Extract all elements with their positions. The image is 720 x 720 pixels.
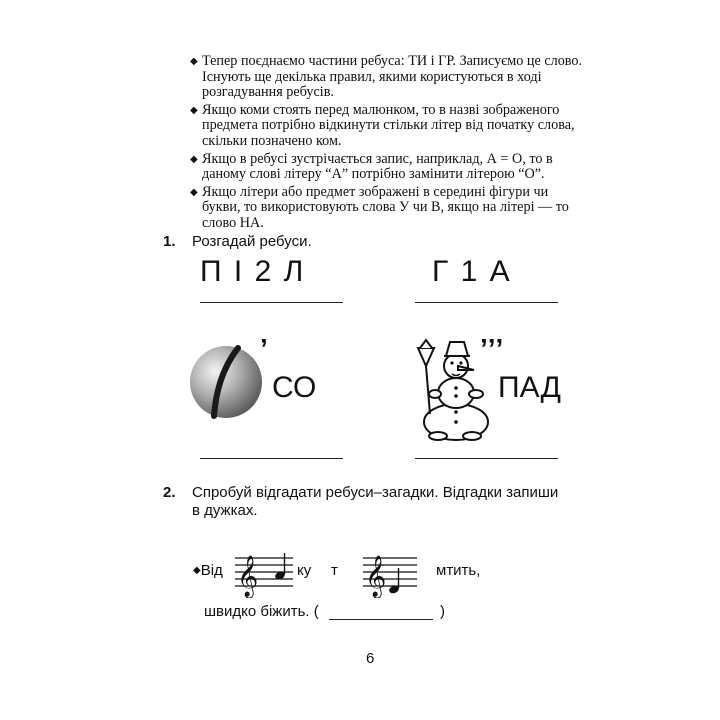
task1-number: 1. — [163, 233, 176, 250]
rule-item — [190, 152, 590, 183]
page-number: 6 — [366, 650, 375, 667]
puzzle-3-letters: СО — [272, 371, 317, 404]
svg-text:𝄞: 𝄞 — [365, 556, 387, 597]
task2-number: 2. — [163, 484, 176, 501]
task1-text: Розгадай ребуси. — [192, 233, 312, 250]
task2-text-line1: Спробуй відгадати ребуси–загадки. Відгадки запиши — [192, 484, 559, 501]
rule-text: Тепер поєднаємо частини ребуса: ТИ і ГР. Записуємо це слово. Існують ще декілька правил, якими користуються в ході розгадування ребусів. — [202, 53, 583, 101]
riddle-word-2: ку — [297, 562, 312, 579]
task2-text-line2: в дужках. — [192, 502, 258, 519]
puzzle-4-commas: ’’’ — [480, 333, 505, 364]
rules-list — [190, 54, 590, 234]
riddle-line2-end: ) — [440, 603, 445, 620]
rule-item — [190, 103, 590, 150]
diamond-bullet-icon: ◆ — [190, 153, 198, 165]
diamond-bullet-icon: ◆ — [190, 104, 198, 116]
svg-text:𝄞: 𝄞 — [237, 556, 259, 597]
puzzle-4-letters: ПАД — [498, 371, 561, 404]
riddle-bullet-word-1 — [193, 562, 223, 579]
rule-text: Якщо коми стоять перед малюнком, то в назві зображеного предмета потрібно відкинути стільки літер від початку слова, скільки позначено ком. — [202, 101, 575, 149]
rule-item — [190, 185, 590, 232]
rule-text: Якщо в ребусі зустрічається запис, наприклад, А = О, то в даному слові літеру “А” потрібно замінити літерою “О”. — [202, 150, 553, 183]
treble-clef-note-d-icon — [361, 548, 419, 598]
diamond-bullet-icon: ◆ — [190, 186, 198, 198]
answer-line-2[interactable] — [415, 302, 558, 303]
riddle-word-4: мтить, — [436, 562, 481, 579]
puzzle-3-commas: ’ — [260, 333, 268, 364]
riddle-answer-line[interactable] — [329, 619, 433, 620]
diamond-bullet-icon: ◆ — [190, 56, 198, 67]
treble-clef-note-a-icon — [233, 548, 295, 598]
ball-icon — [186, 340, 266, 420]
diamond-bullet-icon: ◆ — [193, 565, 201, 576]
riddle-word-1: Від — [200, 562, 223, 579]
puzzle-2-text: Г 1 А — [432, 255, 512, 288]
puzzle-1-text: П І 2 Л — [200, 255, 306, 288]
rule-text: Якщо літери або предмет зображені в середині фігури чи букви, то використовують слова У чи В, якщо на літері — то слово НА. — [202, 183, 569, 231]
answer-line-4[interactable] — [415, 458, 558, 459]
riddle-word-3: т — [331, 562, 338, 579]
riddle-line2-start: швидко біжить. ( — [204, 603, 319, 620]
rule-item — [190, 54, 590, 101]
answer-line-3[interactable] — [200, 458, 343, 459]
answer-line-1[interactable] — [200, 302, 343, 303]
